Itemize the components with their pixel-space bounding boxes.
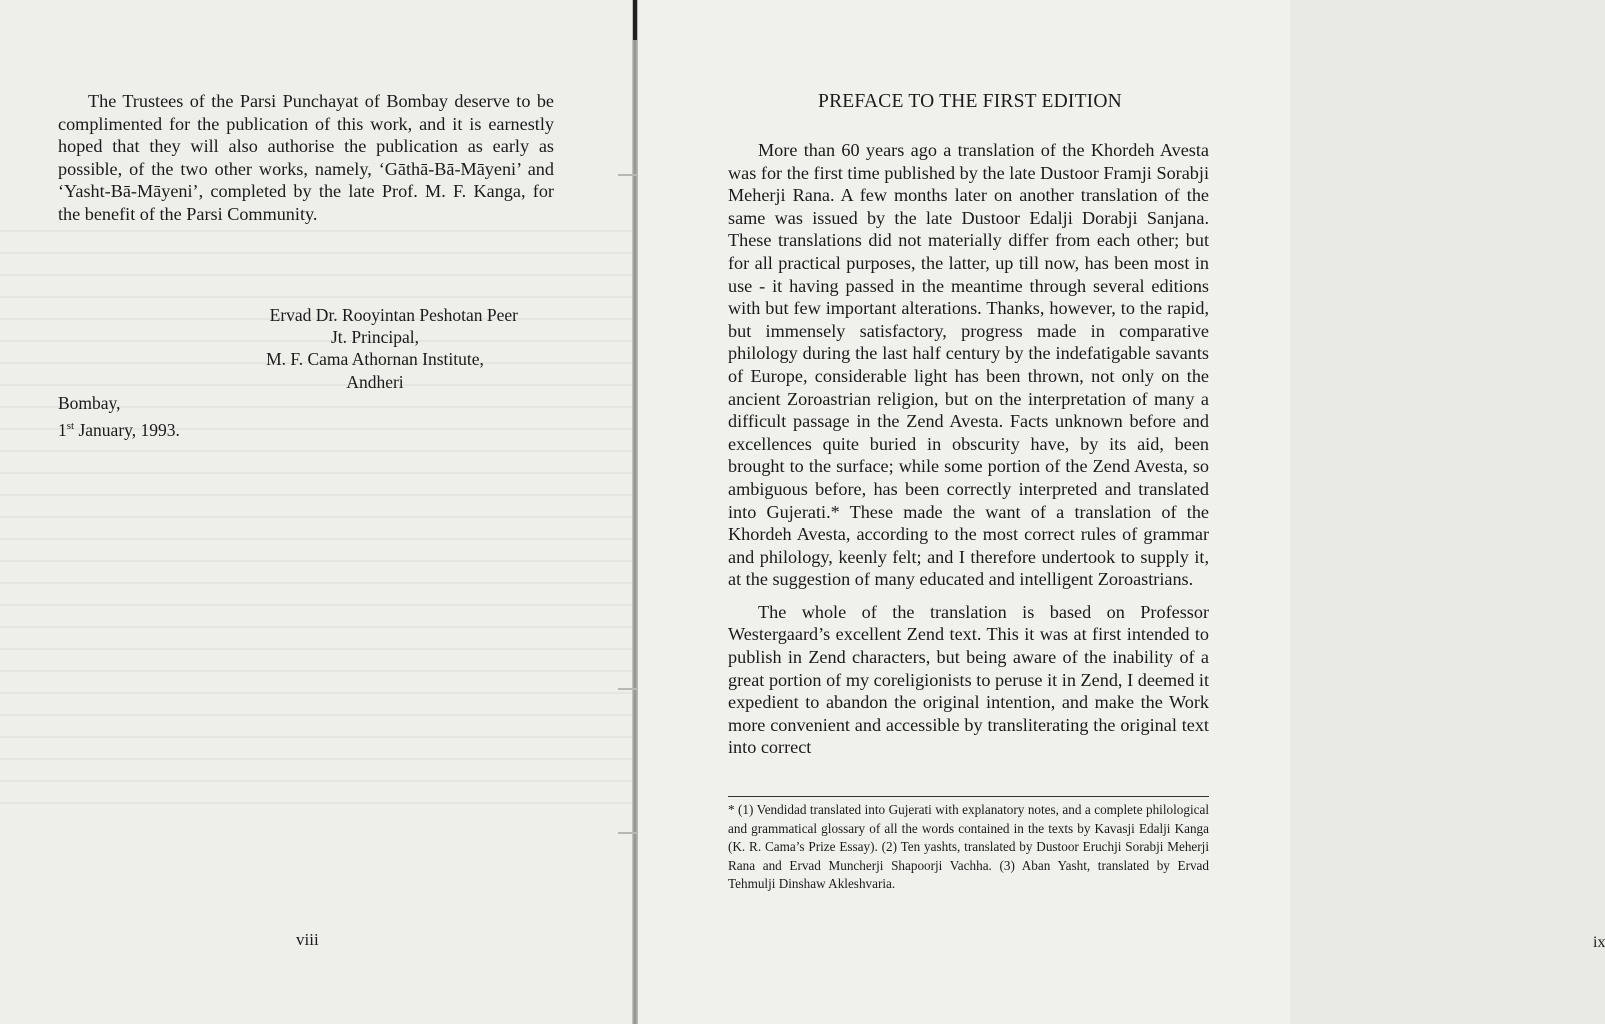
left-page: [0, 0, 634, 1024]
preface-paragraph: The whole of the translation is based on Professor Westergaard’s excellent Zend text. This it was at first intended to publish in Zend characters, but being aware of the inability of a great portion of my coreligionists to peruse it in Zend, I deemed it expedient to abandon the original intention, and make the Work more convenient and accessible by transliterating the original text into correct: [728, 601, 1209, 758]
preface-body: [728, 139, 1209, 759]
date-suffix: st: [66, 419, 75, 432]
place-and-date: [58, 392, 180, 441]
signatory-institution: M. F. Cama Athornan Institute,: [266, 349, 484, 370]
signature-block: [200, 304, 550, 393]
signatory-title: Jt. Principal,: [331, 327, 419, 348]
right-page: [638, 0, 1605, 1024]
footnote: * (1) Vendidad translated into Gujerati with explanatory notes, and a complete philological and grammatical glossary of all the words contained in the texts by Kavasji Edalji Kanga (K. R. Cama’s Prize Essay). (2) Ten yashts, translated by Dustoor Eruchji Sorabji Meherji Rana and Ervad Muncherji Shapoorji Vachha. (3) Aban Yasht, translated by Ervad Tehmulji Dinshaw Akleshvaria.: [728, 802, 1209, 892]
page-number-right: ix: [1593, 934, 1605, 951]
signatory-name: Ervad Dr. Rooyintan Peshotan Peer: [269, 305, 518, 325]
page-number-left: viii: [296, 930, 319, 949]
date: [58, 415, 180, 441]
preface-paragraph: More than 60 years ago a translation of the Khordeh Avesta was for the first time published by the late Dustoor Framji Sorabji Meherji Rana. A few months later on another translation of the same was issued by the late Dustoor Edalji Dorabji Sanjana. These translations did not materially differ from each other; but for all practical purposes, the latter, up till now, has been most in use - it having passed in the meantime through several editions with but few important alterations. Thanks, however, to the rapid, but immensely satisfactory, progress made in comparative philology during the last half century by the indefatigable savants of Europe, considerable light has been thrown, not only on the ancient Zoroastrian religion, but on the interpretation of many a difficult passage in the Zend Avesta. Facts unknown before and excellences quite buried in obscurity have, by its aid, been brought to the surface; while some portion of the Zend Avesta, so ambiguous before, has been correctly interpreted and translated into Gujerati.* These made the want of a translation of the Khordeh Avesta, according to the most correct rules of grammar and philology, keenly felt; and I therefore undertook to supply it, at the suggestion of many educated and intelligent Zoroastrians.: [728, 140, 1209, 590]
trustees-paragraph: The Trustees of the Parsi Punchayat of Bombay deserve to be complimented for the publication of this work, and it is earnestly hoped that they will also authorise the publication as early as possible, of the two other works, namely, ‘Gāthā-Bā-Māyeni’ and ‘Yasht-Bā-Māyeni’, completed by the late Prof. M. F. Kanga, for the benefit of the Parsi Community.: [58, 91, 554, 224]
date-day: 1: [58, 419, 67, 440]
date-rest: January, 1993.: [74, 419, 180, 440]
place: Bombay,: [58, 393, 121, 413]
preface-title: PREFACE TO THE FIRST EDITION: [818, 91, 1122, 112]
signatory-location: Andheri: [346, 371, 404, 392]
footnote-divider: [728, 796, 1209, 797]
